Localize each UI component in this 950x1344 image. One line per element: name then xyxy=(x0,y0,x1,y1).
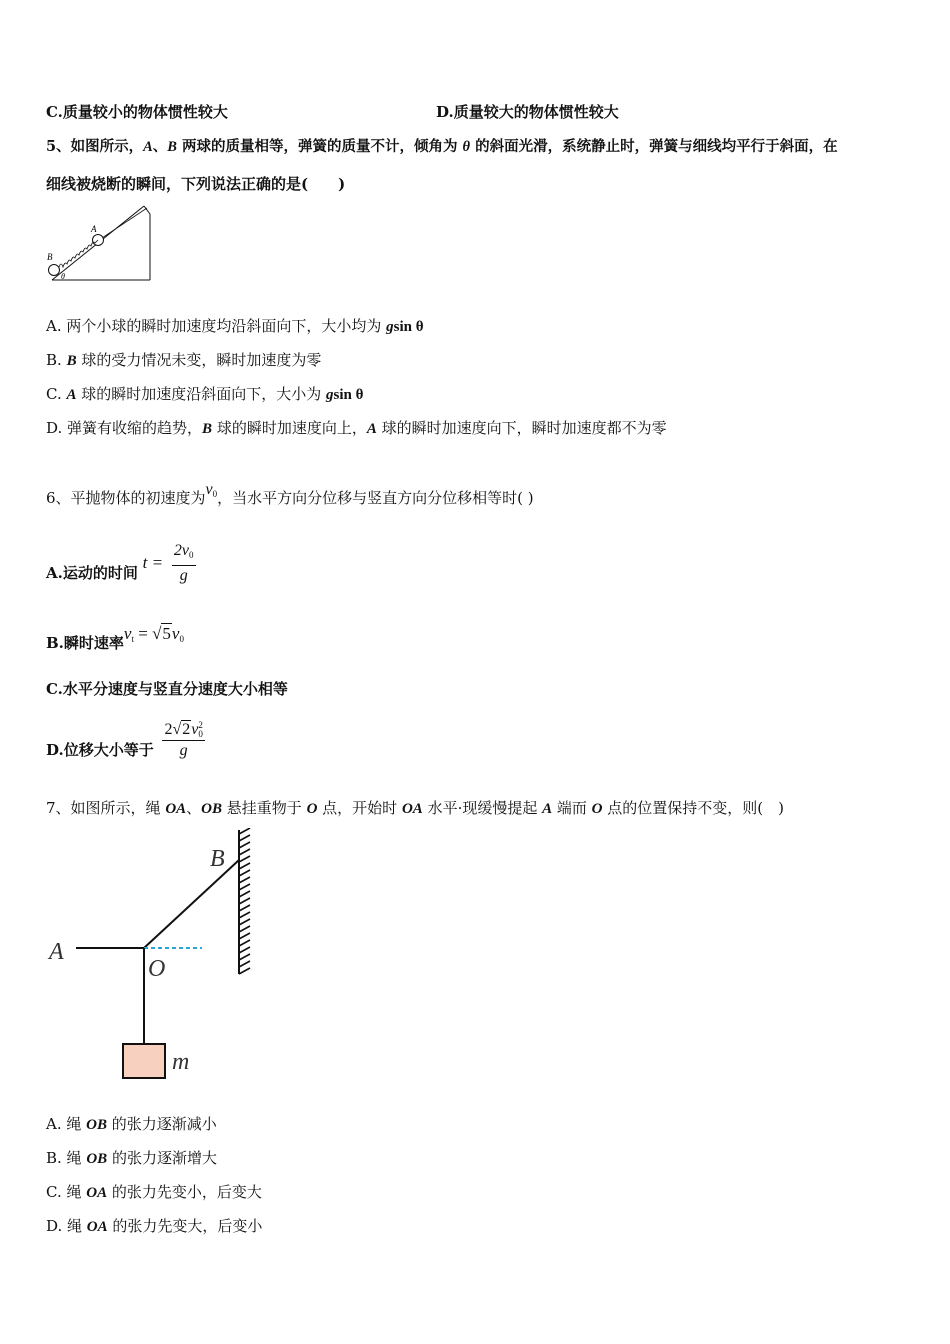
q5-var-theta: θ xyxy=(462,139,471,155)
q6-option-d-root: 2 xyxy=(182,720,191,738)
q5-option-b-var: B xyxy=(66,353,77,369)
q7-stem-text-b: 悬挂重物于 xyxy=(222,799,307,817)
q5-option-d-var-a: A xyxy=(366,421,377,437)
q5-option-a-sin: sin θ xyxy=(393,319,424,335)
incline-top xyxy=(144,206,150,214)
q6-option-d-v: v xyxy=(191,720,199,738)
q5-option-a-g: g xyxy=(386,319,394,335)
q5-option-d-text-b: 球的瞬时加速度向上， xyxy=(212,419,367,437)
q5-option-c-g: g xyxy=(326,387,334,403)
q6-option-b-eq: = xyxy=(133,624,153,643)
q7-stem-o: O xyxy=(306,801,318,817)
string-line xyxy=(102,208,147,238)
q5-option-d xyxy=(46,418,667,439)
q6-option-a-num xyxy=(172,541,196,566)
q7-option-c-text: 的张力先变小，后变大 xyxy=(107,1183,262,1201)
q6-option-d-num: 2√2v 2 0 xyxy=(164,719,203,739)
q7-option-b-pre: B. 绳 xyxy=(46,1149,87,1167)
q6-option-a-t: t = xyxy=(142,553,164,572)
q6-stem-v0 xyxy=(206,481,218,498)
q6-option-b-v0-v: v xyxy=(171,624,180,643)
q6-option-a-fraction xyxy=(172,541,196,586)
q5-option-a-text: A. 两个小球的瞬时加速度均沿斜面向下，大小均为 xyxy=(46,317,387,335)
q6-option-d-scripts xyxy=(198,721,203,739)
q7-stem-sep: 、 xyxy=(186,799,202,817)
q6-option-b-v0-sub: 0 xyxy=(179,634,184,644)
q6-option-b xyxy=(46,624,184,652)
q6-option-a-den: g xyxy=(179,566,188,584)
q4-option-d: D.质量较大的物体惯性较大 xyxy=(436,103,619,121)
q7-stem-oa2: OA xyxy=(401,801,423,817)
q7-stem-ob: OB xyxy=(201,801,223,817)
q5-option-d-text-c: 球的瞬时加速度向下，瞬时加速度都不为零 xyxy=(376,419,667,437)
q7-fig-label-b: B xyxy=(210,846,225,872)
q7-stem xyxy=(46,798,784,819)
q6-option-c: C.水平分速度与竖直分速度大小相等 xyxy=(46,680,288,698)
q7-rope-figure xyxy=(44,828,264,1084)
q6-option-a-num-text: 2v xyxy=(173,541,189,559)
q6-option-a-num-sub: 0 xyxy=(189,549,194,560)
q7-option-b-var: OB xyxy=(86,1151,108,1167)
q6-option-d xyxy=(46,714,205,764)
q5-option-c-var: A xyxy=(66,387,77,403)
q6-option-d-label: D.位移大小等于 xyxy=(46,741,154,759)
q7-fig-label-a: A xyxy=(49,939,64,965)
q6-stem-text-b: ，当水平方向分位移与竖直方向分位移相等时( ) xyxy=(217,489,534,507)
q7-fig-label-m: m xyxy=(172,1049,190,1075)
q6-stem-v: v xyxy=(205,481,213,498)
q5-option-b-text: 球的受力情况未变，瞬时加速度为零 xyxy=(76,351,322,369)
q7-stem-text-d: 水平·现缓慢提起 xyxy=(422,799,543,817)
q7-stem-o2: O xyxy=(591,801,603,817)
q4-option-c: C.质量较小的物体惯性较大 xyxy=(46,103,228,121)
q7-option-c-var: OA xyxy=(86,1185,108,1201)
q6-option-b-v-sub: t xyxy=(131,634,134,644)
q5-stem-text-c: 的斜面光滑，系统静止时，弹簧与细线均平行于斜面，在 xyxy=(470,138,838,155)
q7-stem-text-f: 点的位置保持不变，则( ) xyxy=(602,799,784,817)
q5-option-c-text: 球的瞬时加速度沿斜面向下，大小为 xyxy=(76,385,327,403)
ball-b xyxy=(49,265,60,276)
q7-fig-label-o: O xyxy=(148,956,166,982)
q5-option-c xyxy=(46,384,363,405)
q6-option-d-num-2: 2 xyxy=(164,720,173,738)
q6-option-d-fraction xyxy=(162,720,204,761)
q5-fig-label-theta: θ xyxy=(61,272,65,281)
q7-stem-a: A xyxy=(542,801,553,817)
q5-stem-text-b: 两球的质量相等，弹簧的质量不计，倾角为 xyxy=(176,138,463,155)
q5-stem-line2: 细线被烧断的瞬间，下列说法正确的是( ) xyxy=(46,175,346,193)
q7-option-a-var: OB xyxy=(86,1117,107,1133)
q7-option-d-text: 的张力先变大，后变小 xyxy=(107,1217,263,1235)
q6-stem-v-sub: 0 xyxy=(212,489,218,499)
q6-option-b-label: B.瞬时速率 xyxy=(46,634,124,652)
q6-option-b-v0 xyxy=(172,624,184,643)
q6-option-d-sup: 2 xyxy=(198,719,203,730)
q7-option-d-var: OA xyxy=(86,1219,108,1235)
q5-stem-sep: 、 xyxy=(152,138,168,155)
q7-option-a xyxy=(46,1114,217,1135)
q7-option-c xyxy=(46,1182,262,1203)
q6-stem-text-a: 6、平抛物体的初速度为 xyxy=(46,489,206,507)
q5-var-b: B xyxy=(167,139,177,155)
q5-stem-text-a: 5、如图所示， xyxy=(46,138,144,155)
q7-option-d xyxy=(46,1216,262,1237)
q7-stem-text-e: 端而 xyxy=(552,799,592,817)
q6-option-d-den: g xyxy=(179,741,188,759)
q5-option-a xyxy=(46,316,424,337)
q5-stem-line1 xyxy=(46,137,838,157)
q7-option-b xyxy=(46,1148,217,1169)
q7-option-d-pre: D. 绳 xyxy=(46,1217,87,1235)
q6-option-d-sub: 0 xyxy=(198,728,203,739)
q6-option-b-vt xyxy=(124,624,134,643)
q7-stem-text-c: 点，开始时 xyxy=(317,799,402,817)
q6-stem xyxy=(46,481,534,513)
q5-incline-figure xyxy=(44,200,154,284)
q7-option-b-text: 的张力逐渐增大 xyxy=(107,1149,217,1167)
rope-ob xyxy=(144,860,239,948)
q5-fig-label-b: B xyxy=(47,252,53,262)
q6-option-a-label: A.运动的时间 xyxy=(46,564,138,582)
q7-option-a-pre: A. 绳 xyxy=(46,1115,87,1133)
q6-option-b-root: 5 xyxy=(162,624,171,643)
q7-stem-oa: OA xyxy=(165,801,187,817)
q5-option-c-sin: sin θ xyxy=(333,387,364,403)
spring-coil xyxy=(59,240,98,267)
q5-option-b-pre: B. xyxy=(46,351,67,369)
mass-box xyxy=(123,1044,165,1078)
q5-option-b xyxy=(46,350,321,371)
q6-option-b-v: v xyxy=(123,624,132,643)
q5-fig-label-a: A xyxy=(91,224,97,234)
q5-option-d-var-b: B xyxy=(202,421,213,437)
q6-option-a xyxy=(46,538,196,586)
q5-option-d-text-a: D. 弹簧有收缩的趋势， xyxy=(46,419,203,437)
q5-option-c-pre: C. xyxy=(46,385,67,403)
q6-option-b-sqrt: √5 xyxy=(152,624,171,643)
q7-option-c-pre: C. 绳 xyxy=(46,1183,87,1201)
q5-var-a: A xyxy=(143,139,153,155)
q7-option-a-text: 的张力逐渐减小 xyxy=(106,1115,217,1133)
wall-hatching xyxy=(239,828,250,974)
q7-stem-text-a: 7、如图所示，绳 xyxy=(46,799,166,817)
